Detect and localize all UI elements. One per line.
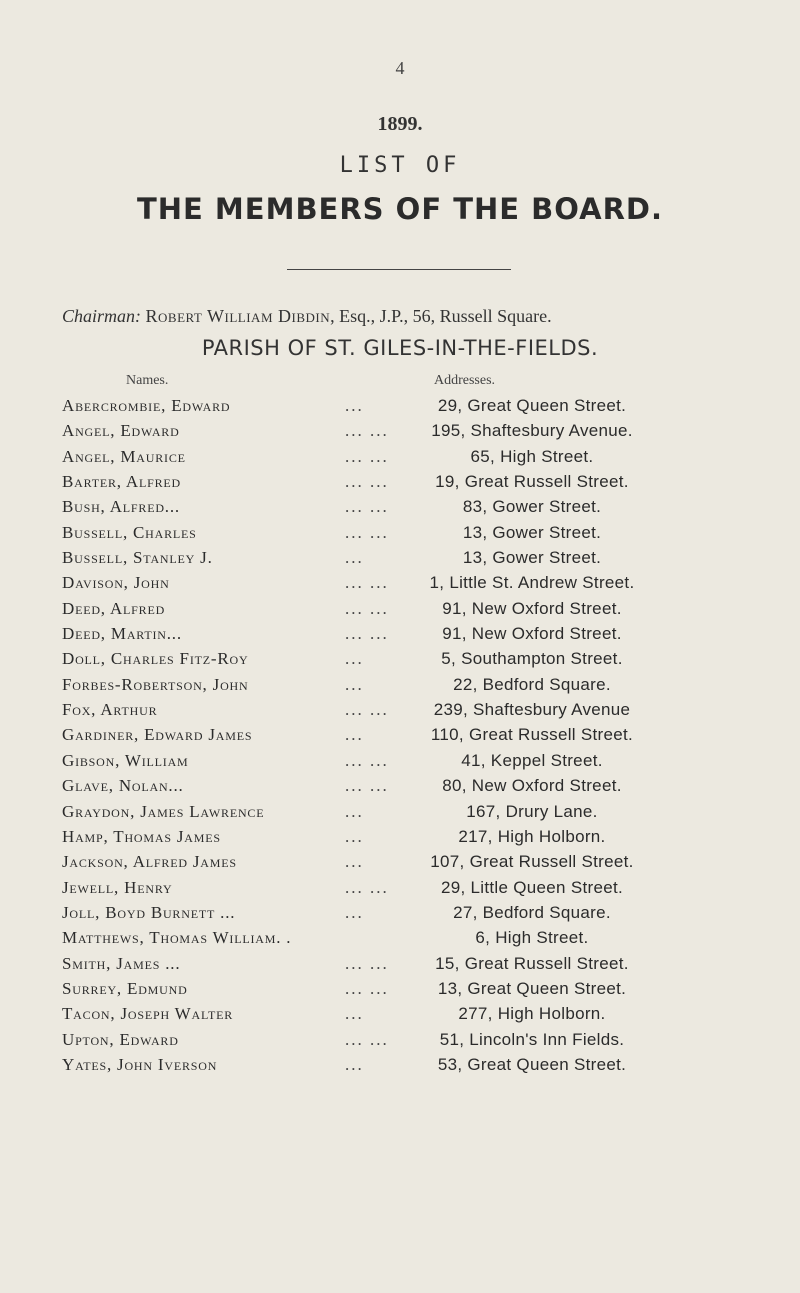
page-number: 4	[395, 58, 405, 78]
member-name: Bussell, Charles	[62, 522, 197, 542]
chairman-label: Chairman:	[62, 306, 142, 326]
leader-dots: ...	[345, 801, 364, 821]
member-address: 91, New Oxford Street.	[442, 624, 622, 644]
member-address: 167, Drury Lane.	[466, 801, 598, 821]
list-item	[62, 976, 682, 1001]
member-address: 6, High Street.	[475, 928, 589, 948]
member-name: Doll, Charles Fitz-Roy	[62, 649, 249, 669]
member-name: Jewell, Henry	[62, 877, 173, 897]
list-item	[62, 596, 682, 621]
list-item	[62, 621, 682, 646]
member-address: 239, Shaftesbury Avenue	[433, 700, 631, 720]
member-name: Gardiner, Edward James	[62, 725, 253, 745]
leader-dots: ...	[345, 725, 364, 745]
member-name: Upton, Edward	[62, 1029, 179, 1049]
leader-dots: ... ...	[345, 877, 389, 897]
member-address: 80, New Oxford Street.	[442, 776, 622, 796]
member-name: Davison, John	[62, 573, 170, 593]
leader-dots: ... ...	[345, 624, 389, 644]
member-address: 217, High Holborn.	[458, 826, 606, 846]
leader-dots: ... ...	[345, 497, 389, 517]
leader-dots: ...	[345, 1054, 364, 1074]
member-address: 13, Gower Street.	[462, 548, 602, 568]
member-address: 41, Keppel Street.	[461, 750, 603, 770]
leader-dots: ... ...	[345, 522, 389, 542]
member-name: Hamp, Thomas James	[62, 826, 221, 846]
list-item	[62, 900, 682, 925]
leader-dots: ...	[345, 852, 364, 872]
leader-dots: ... ...	[345, 598, 389, 618]
member-address: 5, Southampton Street.	[441, 649, 623, 669]
list-item	[62, 545, 682, 570]
member-address: 107, Great Russell Street.	[430, 852, 634, 872]
list-item	[62, 494, 682, 519]
member-name: Matthews, Thomas William. .	[62, 928, 292, 948]
list-item	[62, 951, 682, 976]
list-item	[62, 672, 682, 697]
leader-dots: ... ...	[345, 446, 389, 466]
list-item	[62, 748, 682, 773]
list-item	[62, 697, 682, 722]
chairman-details: , Esq., J.P., 56, Russell Square.	[330, 306, 552, 326]
member-address: 13, Gower Street.	[462, 522, 602, 542]
member-address: 22, Bedford Square.	[453, 674, 611, 694]
member-name: Gibson, William	[62, 750, 189, 770]
list-item	[62, 875, 682, 900]
member-name: Smith, James ...	[62, 953, 181, 973]
member-name: Surrey, Edmund	[62, 978, 188, 998]
member-name: Barter, Alfred	[62, 472, 181, 492]
leader-dots: ... ...	[345, 1029, 389, 1049]
list-of-heading: LIST OF	[339, 153, 461, 178]
leader-dots: ... ...	[345, 750, 389, 770]
member-address: 65, High Street.	[470, 446, 594, 466]
divider-rule	[287, 269, 511, 270]
member-address: 277, High Holborn.	[458, 1004, 606, 1024]
leader-dots: ...	[345, 902, 364, 922]
member-name: Bussell, Stanley J.	[62, 548, 213, 568]
list-item	[62, 799, 682, 824]
parish-heading: PARISH OF ST. GILES-IN-THE-FIELDS.	[201, 336, 599, 360]
member-name: Jackson, Alfred James	[62, 852, 237, 872]
member-address: 29, Little Queen Street.	[440, 877, 624, 897]
member-name: Glave, Nolan...	[62, 776, 184, 796]
leader-dots: ...	[345, 396, 364, 415]
chairman-name: Robert William Dibdin	[145, 306, 331, 326]
member-name: Forbes-Robertson, John	[62, 674, 249, 694]
member-name: Deed, Alfred	[62, 598, 166, 618]
names-column-header: Names.	[126, 373, 169, 388]
addresses-column-header: Addresses.	[434, 373, 496, 388]
list-item	[62, 1052, 682, 1077]
leader-dots: ... ...	[345, 421, 389, 441]
member-address: 195, Shaftesbury Avenue.	[431, 421, 633, 441]
list-item	[62, 1001, 682, 1026]
list-item	[62, 773, 682, 798]
member-address: 19, Great Russell Street.	[435, 472, 629, 492]
leader-dots: ... ...	[345, 953, 389, 973]
member-address: 27, Bedford Square.	[453, 902, 611, 922]
member-name: Joll, Boyd Burnett ...	[62, 902, 236, 922]
member-name: Fox, Arthur	[62, 700, 158, 720]
list-item	[62, 1027, 682, 1052]
member-name: Angel, Maurice	[62, 446, 186, 466]
leader-dots: ...	[345, 674, 364, 694]
member-name: Abercrombie, Edward	[62, 396, 231, 415]
member-name: Tacon, Joseph Walter	[62, 1004, 234, 1024]
leader-dots: ... ...	[345, 700, 389, 720]
member-address: 83, Gower Street.	[462, 497, 602, 517]
member-name: Angel, Edward	[62, 421, 180, 441]
member-address: 13, Great Queen Street.	[437, 978, 627, 998]
list-item	[62, 646, 682, 671]
list-item	[62, 393, 682, 418]
list-item	[62, 570, 682, 595]
leader-dots: ... ...	[345, 472, 389, 492]
year-heading: 1899.	[377, 113, 423, 135]
leader-dots: ... ...	[345, 978, 389, 998]
list-item	[62, 418, 682, 443]
leader-dots: ...	[345, 649, 364, 669]
list-item	[62, 444, 682, 469]
list-item	[62, 722, 682, 747]
member-name: Bush, Alfred...	[62, 497, 180, 517]
page-title: THE MEMBERS OF THE BOARD.	[136, 192, 664, 226]
member-address: 110, Great Russell Street.	[430, 725, 634, 745]
member-name: Graydon, James Lawrence	[62, 801, 265, 821]
member-address: 91, New Oxford Street.	[442, 598, 622, 618]
member-address: 29, Great Queen Street.	[437, 396, 627, 415]
member-address: 51, Lincoln's Inn Fields.	[439, 1029, 625, 1049]
list-item	[62, 925, 682, 950]
leader-dots: ... ...	[345, 573, 389, 593]
leader-dots: ... ...	[345, 776, 389, 796]
members-list	[62, 393, 682, 1077]
member-address: 15, Great Russell Street.	[435, 953, 629, 973]
list-item	[62, 849, 682, 874]
leader-dots: ...	[345, 548, 364, 568]
member-address: 1, Little St. Andrew Street.	[429, 573, 635, 593]
leader-dots: ...	[345, 826, 364, 846]
list-item	[62, 824, 682, 849]
member-address: 53, Great Queen Street.	[437, 1054, 627, 1074]
member-name: Deed, Martin...	[62, 624, 182, 644]
chairman-line	[62, 306, 782, 327]
list-item	[62, 469, 682, 494]
member-name: Yates, John Iverson	[62, 1054, 218, 1074]
leader-dots: ...	[345, 1004, 364, 1024]
list-item	[62, 520, 682, 545]
